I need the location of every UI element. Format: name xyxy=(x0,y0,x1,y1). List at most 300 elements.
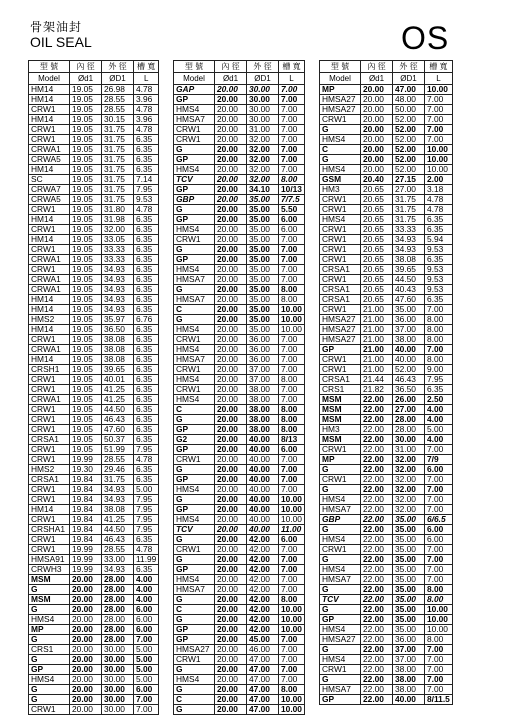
cell-outer-diameter: 31.75 xyxy=(102,475,134,485)
cell-model: G xyxy=(29,685,70,695)
table-row xyxy=(174,145,305,155)
cell-outer-diameter: 35.00 xyxy=(393,545,425,555)
cell-inner-diameter: 20.00 xyxy=(215,275,247,285)
cell-width: 6.35 xyxy=(134,325,159,335)
cell-width: 5.00 xyxy=(134,655,159,665)
cell-outer-diameter: 35.00 xyxy=(247,235,279,245)
table-row xyxy=(29,565,159,575)
cell-model: CRW1 xyxy=(174,135,215,145)
table-row xyxy=(320,115,453,125)
cell-model: CRWA1 xyxy=(29,285,70,295)
cell-model: G xyxy=(320,125,361,135)
cell-model: GAP xyxy=(174,85,215,95)
table-row xyxy=(29,545,159,555)
table-row xyxy=(174,345,305,355)
spec-table-1 xyxy=(28,60,159,715)
cell-outer-diameter: 42.00 xyxy=(247,575,279,585)
cell-width: 10.00 xyxy=(425,605,453,615)
cell-inner-diameter: 20.00 xyxy=(215,555,247,565)
cell-model: MP xyxy=(320,455,361,465)
table-row xyxy=(29,515,159,525)
table-row xyxy=(320,255,453,265)
cell-width: 7.00 xyxy=(425,115,453,125)
cell-outer-diameter: 31.98 xyxy=(102,215,134,225)
table-row xyxy=(29,155,159,165)
table-row xyxy=(320,325,453,335)
cell-inner-diameter: 22.00 xyxy=(361,635,393,645)
column-header-inner-diameter: 內 徑 xyxy=(70,61,102,73)
table-row xyxy=(29,575,159,585)
cell-outer-diameter: 28.00 xyxy=(393,415,425,425)
column-header-model: 型 號 xyxy=(29,61,70,73)
cell-width: 6.00 xyxy=(134,625,159,635)
cell-outer-diameter: 30.00 xyxy=(102,685,134,695)
cell-outer-diameter: 33.33 xyxy=(102,245,134,255)
cell-inner-diameter: 20.00 xyxy=(215,205,247,215)
cell-outer-diameter: 38.00 xyxy=(247,405,279,415)
cell-width: 4.00 xyxy=(425,405,453,415)
table-row xyxy=(29,435,159,445)
cell-outer-diameter: 38.00 xyxy=(247,425,279,435)
cell-outer-diameter: 40.43 xyxy=(393,285,425,295)
cell-inner-diameter: 20.00 xyxy=(215,435,247,445)
cell-model: HM14 xyxy=(29,235,70,245)
table-row xyxy=(29,695,159,705)
table-header-zh-row xyxy=(320,61,453,73)
table-row xyxy=(29,305,159,315)
cell-inner-diameter: 19.05 xyxy=(70,125,102,135)
cell-model: G xyxy=(320,465,361,475)
cell-outer-diameter: 33.33 xyxy=(102,255,134,265)
cell-outer-diameter: 47.60 xyxy=(102,425,134,435)
cell-inner-diameter: 19.05 xyxy=(70,335,102,345)
cell-outer-diameter: 40.00 xyxy=(393,355,425,365)
cell-width: 7.00 xyxy=(425,665,453,675)
cell-outer-diameter: 35.00 xyxy=(393,525,425,535)
table-row xyxy=(29,275,159,285)
cell-model: HMSA27 xyxy=(320,335,361,345)
cell-inner-diameter: 20.00 xyxy=(215,545,247,555)
cell-outer-diameter: 52.00 xyxy=(393,365,425,375)
cell-outer-diameter: 32.00 xyxy=(393,455,425,465)
table-row xyxy=(320,85,453,95)
cell-width: 8.00 xyxy=(279,415,305,425)
table-row xyxy=(320,215,453,225)
cell-model: CRWA5 xyxy=(29,195,70,205)
table-row xyxy=(320,365,453,375)
table-row xyxy=(29,145,159,155)
cell-model: HMS4 xyxy=(174,575,215,585)
cell-model: CRS1 xyxy=(320,385,361,395)
cell-model: G xyxy=(174,705,215,715)
cell-width: 7.00 xyxy=(425,685,453,695)
cell-width: 6.00 xyxy=(279,225,305,235)
column-subheader-inner-diameter: Ød1 xyxy=(361,73,393,85)
cell-model: HM14 xyxy=(29,115,70,125)
cell-model: CRW1 xyxy=(174,655,215,665)
cell-inner-diameter: 19.05 xyxy=(70,355,102,365)
cell-outer-diameter: 40.00 xyxy=(393,695,425,705)
cell-outer-diameter: 32.00 xyxy=(247,165,279,175)
table-row xyxy=(29,315,159,325)
table-row xyxy=(174,445,305,455)
cell-inner-diameter: 22.00 xyxy=(361,645,393,655)
cell-width: 10.00 xyxy=(425,625,453,635)
cell-width: 6.35 xyxy=(134,365,159,375)
table-row xyxy=(29,295,159,305)
cell-outer-diameter: 47.00 xyxy=(247,665,279,675)
cell-width: 6.35 xyxy=(425,295,453,305)
cell-model: GP xyxy=(174,185,215,195)
table-row xyxy=(174,325,305,335)
cell-inner-diameter: 19.99 xyxy=(70,565,102,575)
cell-inner-diameter: 20.65 xyxy=(361,255,393,265)
cell-model: HMSA7 xyxy=(174,585,215,595)
cell-inner-diameter: 20.00 xyxy=(215,85,247,95)
cell-width: 9.53 xyxy=(425,275,453,285)
table-row xyxy=(320,515,453,525)
table-row xyxy=(320,645,453,655)
cell-width: 5.50 xyxy=(279,205,305,215)
table-header-zh-row xyxy=(174,61,305,73)
cell-model: CRW1 xyxy=(320,245,361,255)
table-row xyxy=(29,245,159,255)
cell-inner-diameter: 19.05 xyxy=(70,345,102,355)
cell-width: 4.00 xyxy=(425,415,453,425)
table-row xyxy=(320,195,453,205)
cell-inner-diameter: 22.00 xyxy=(361,685,393,695)
cell-model: G xyxy=(174,685,215,695)
table-row xyxy=(174,315,305,325)
cell-width: 7.00 xyxy=(279,385,305,395)
cell-width: 6.35 xyxy=(134,405,159,415)
cell-model: GP xyxy=(174,635,215,645)
cell-width: 6.35 xyxy=(134,285,159,295)
table-row xyxy=(174,515,305,525)
cell-width: 7.00 xyxy=(279,565,305,575)
table-row xyxy=(29,105,159,115)
cell-outer-diameter: 31.75 xyxy=(102,155,134,165)
cell-inner-diameter: 22.00 xyxy=(361,485,393,495)
cell-outer-diameter: 35.00 xyxy=(393,605,425,615)
cell-model: G xyxy=(174,415,215,425)
cell-outer-diameter: 38.00 xyxy=(393,335,425,345)
cell-model: CRW1 xyxy=(29,125,70,135)
cell-width: 10.00 xyxy=(279,325,305,335)
cell-outer-diameter: 46.43 xyxy=(102,535,134,545)
table-row xyxy=(29,185,159,195)
cell-model: CRW1 xyxy=(29,265,70,275)
cell-width: 7.00 xyxy=(425,675,453,685)
cell-width: 5.00 xyxy=(134,675,159,685)
cell-outer-diameter: 38.08 xyxy=(102,505,134,515)
table-row xyxy=(320,245,453,255)
cell-model: CRW1 xyxy=(174,335,215,345)
cell-inner-diameter: 19.05 xyxy=(70,315,102,325)
cell-outer-diameter: 30.00 xyxy=(247,115,279,125)
cell-model: CRW1 xyxy=(29,135,70,145)
cell-width: 5.94 xyxy=(425,235,453,245)
cell-model: HM14 xyxy=(29,355,70,365)
cell-outer-diameter: 31.75 xyxy=(102,185,134,195)
cell-inner-diameter: 19.84 xyxy=(70,525,102,535)
cell-width: 6.35 xyxy=(134,435,159,445)
cell-model: GP xyxy=(174,505,215,515)
cell-model: CRW1 xyxy=(320,275,361,285)
cell-width: 6.00 xyxy=(425,465,453,475)
table-row xyxy=(29,325,159,335)
cell-model: CRW1 xyxy=(320,255,361,265)
cell-width: 6.00 xyxy=(279,215,305,225)
cell-width: 6.00 xyxy=(279,535,305,545)
cell-width: 7.00 xyxy=(425,555,453,565)
cell-inner-diameter: 20.00 xyxy=(215,235,247,245)
column-subheader-width: L xyxy=(279,73,305,85)
cell-width: 6.35 xyxy=(134,395,159,405)
cell-outer-diameter: 42.00 xyxy=(247,615,279,625)
table-row xyxy=(174,285,305,295)
cell-model: HMS4 xyxy=(29,675,70,685)
cell-width: 10.00 xyxy=(279,315,305,325)
cell-width: 7.00 xyxy=(279,545,305,555)
cell-outer-diameter: 28.00 xyxy=(102,615,134,625)
cell-outer-diameter: 47.00 xyxy=(247,685,279,695)
cell-model: HMS4 xyxy=(174,345,215,355)
cell-model: HM14 xyxy=(29,305,70,315)
cell-inner-diameter: 20.00 xyxy=(215,465,247,475)
cell-width: 10/13 xyxy=(279,185,305,195)
table-row xyxy=(320,635,453,645)
table-row xyxy=(29,85,159,95)
table-row xyxy=(29,685,159,695)
cell-width: 7.00 xyxy=(279,155,305,165)
column-subheader-width: L xyxy=(134,73,159,85)
cell-outer-diameter: 40.00 xyxy=(247,485,279,495)
cell-width: 7.00 xyxy=(425,575,453,585)
cell-model: CRW1 xyxy=(320,445,361,455)
cell-inner-diameter: 20.00 xyxy=(215,135,247,145)
cell-outer-diameter: 36.50 xyxy=(393,385,425,395)
table-row xyxy=(320,695,453,705)
cell-model: G xyxy=(174,665,215,675)
cell-model: CRW1 xyxy=(29,415,70,425)
cell-inner-diameter: 20.65 xyxy=(361,235,393,245)
cell-outer-diameter: 37.00 xyxy=(393,645,425,655)
cell-inner-diameter: 19.05 xyxy=(70,415,102,425)
cell-inner-diameter: 22.00 xyxy=(361,405,393,415)
table-row xyxy=(29,475,159,485)
table-row xyxy=(29,405,159,415)
cell-inner-diameter: 20.00 xyxy=(70,685,102,695)
cell-width: 4.78 xyxy=(134,205,159,215)
cell-outer-diameter: 30.00 xyxy=(102,695,134,705)
cell-width: 7.95 xyxy=(134,185,159,195)
cell-width: 4.00 xyxy=(425,435,453,445)
cell-width: 6.35 xyxy=(425,225,453,235)
cell-width: 4.78 xyxy=(134,455,159,465)
cell-inner-diameter: 19.05 xyxy=(70,165,102,175)
cell-inner-diameter: 20.00 xyxy=(361,155,393,165)
table-body xyxy=(29,85,159,715)
table-row xyxy=(174,395,305,405)
table-row xyxy=(320,315,453,325)
cell-model: CRW1 xyxy=(29,225,70,235)
cell-width: 7.00 xyxy=(279,105,305,115)
table-row xyxy=(320,475,453,485)
cell-width: 6.35 xyxy=(134,335,159,345)
cell-width: 7.00 xyxy=(279,475,305,485)
cell-inner-diameter: 20.65 xyxy=(361,195,393,205)
table-row xyxy=(320,425,453,435)
cell-width: 6.35 xyxy=(134,425,159,435)
cell-model: HM3 xyxy=(320,425,361,435)
cell-width: 7.00 xyxy=(279,255,305,265)
cell-outer-diameter: 31.00 xyxy=(247,125,279,135)
cell-inner-diameter: 20.00 xyxy=(215,705,247,715)
cell-model: GSM xyxy=(320,175,361,185)
cell-outer-diameter: 32.00 xyxy=(393,505,425,515)
cell-inner-diameter: 19.05 xyxy=(70,445,102,455)
cell-inner-diameter: 19.05 xyxy=(70,235,102,245)
table-row xyxy=(320,185,453,195)
cell-inner-diameter: 20.00 xyxy=(70,665,102,675)
cell-inner-diameter: 19.05 xyxy=(70,245,102,255)
cell-model: CRWA1 xyxy=(29,395,70,405)
cell-inner-diameter: 19.05 xyxy=(70,425,102,435)
cell-width: 7.00 xyxy=(425,645,453,655)
table-row xyxy=(174,585,305,595)
cell-outer-diameter: 31.75 xyxy=(102,195,134,205)
cell-outer-diameter: 34.93 xyxy=(102,295,134,305)
cell-outer-diameter: 28.00 xyxy=(102,635,134,645)
column-subheader-outer-diameter: ØD1 xyxy=(393,73,425,85)
table-row xyxy=(29,425,159,435)
table-row xyxy=(29,255,159,265)
cell-inner-diameter: 20.00 xyxy=(215,585,247,595)
cell-width: 3.18 xyxy=(425,185,453,195)
cell-width: 7.00 xyxy=(279,125,305,135)
table-row xyxy=(320,655,453,665)
cell-outer-diameter: 28.00 xyxy=(393,425,425,435)
cell-model: HMS4 xyxy=(320,165,361,175)
table-row xyxy=(320,565,453,575)
cell-model: TCV xyxy=(174,525,215,535)
cell-model: CRW1 xyxy=(29,245,70,255)
cell-inner-diameter: 19.05 xyxy=(70,385,102,395)
cell-model: HMSA7 xyxy=(174,355,215,365)
cell-inner-diameter: 22.00 xyxy=(361,695,393,705)
cell-outer-diameter: 34.93 xyxy=(102,565,134,575)
cell-model: CRW1 xyxy=(320,115,361,125)
page-title-chinese: 骨架油封 xyxy=(30,20,83,34)
table-row xyxy=(174,335,305,345)
table-row xyxy=(29,495,159,505)
cell-width: 6.35 xyxy=(134,275,159,285)
cell-width: 8.00 xyxy=(279,285,305,295)
table-row xyxy=(320,625,453,635)
cell-width: 6.35 xyxy=(134,295,159,305)
cell-width: 7.00 xyxy=(279,355,305,365)
cell-model: GBP xyxy=(174,195,215,205)
cell-inner-diameter: 22.00 xyxy=(361,595,393,605)
table-body xyxy=(320,85,453,705)
cell-width: 6.35 xyxy=(134,465,159,475)
cell-inner-diameter: 22.00 xyxy=(361,575,393,585)
cell-model: HM14 xyxy=(29,215,70,225)
table-row xyxy=(174,365,305,375)
cell-width: 8.00 xyxy=(279,425,305,435)
cell-width: 7.95 xyxy=(425,375,453,385)
cell-model: CRW1 xyxy=(174,455,215,465)
table-row xyxy=(174,175,305,185)
cell-inner-diameter: 20.00 xyxy=(70,595,102,605)
cell-model: HMS4 xyxy=(174,485,215,495)
cell-inner-diameter: 19.84 xyxy=(70,495,102,505)
cell-model: CRW1 xyxy=(29,495,70,505)
cell-model: G xyxy=(29,695,70,705)
table-row xyxy=(174,495,305,505)
cell-outer-diameter: 35.00 xyxy=(247,225,279,235)
table-row xyxy=(174,215,305,225)
cell-model: G xyxy=(29,655,70,665)
cell-inner-diameter: 20.65 xyxy=(361,265,393,275)
cell-inner-diameter: 22.00 xyxy=(361,615,393,625)
table-row xyxy=(320,355,453,365)
cell-width: 6.35 xyxy=(134,535,159,545)
cell-inner-diameter: 20.65 xyxy=(361,185,393,195)
table-row xyxy=(29,415,159,425)
table-row xyxy=(320,105,453,115)
cell-width: 8.00 xyxy=(279,405,305,415)
cell-inner-diameter: 22.00 xyxy=(361,585,393,595)
cell-outer-diameter: 42.00 xyxy=(247,545,279,555)
cell-model: HMS4 xyxy=(174,165,215,175)
cell-inner-diameter: 22.00 xyxy=(361,425,393,435)
cell-outer-diameter: 28.55 xyxy=(102,105,134,115)
cell-outer-diameter: 35.00 xyxy=(247,315,279,325)
cell-model: MSM xyxy=(29,575,70,585)
cell-outer-diameter: 52.00 xyxy=(393,135,425,145)
cell-outer-diameter: 28.55 xyxy=(102,95,134,105)
cell-outer-diameter: 31.75 xyxy=(393,205,425,215)
cell-outer-diameter: 52.00 xyxy=(393,165,425,175)
table-row xyxy=(174,185,305,195)
cell-width: 8.00 xyxy=(425,315,453,325)
table-row xyxy=(174,595,305,605)
cell-inner-diameter: 20.00 xyxy=(215,385,247,395)
cell-model: CRSHA1 xyxy=(29,525,70,535)
cell-inner-diameter: 19.84 xyxy=(70,535,102,545)
cell-width: 4.78 xyxy=(134,105,159,115)
cell-width: 5.00 xyxy=(134,645,159,655)
cell-model: HMSA7 xyxy=(174,275,215,285)
table-row xyxy=(29,135,159,145)
cell-model: CRSA1 xyxy=(320,265,361,275)
table-row xyxy=(174,465,305,475)
cell-inner-diameter: 19.05 xyxy=(70,215,102,225)
cell-width: 11.00 xyxy=(279,525,305,535)
cell-width: 6.35 xyxy=(134,255,159,265)
table-row xyxy=(174,655,305,665)
cell-model: G xyxy=(174,535,215,545)
column-header-width: 槽 寬 xyxy=(425,61,453,73)
table-row xyxy=(320,225,453,235)
cell-width: 7.95 xyxy=(134,505,159,515)
cell-outer-diameter: 27.00 xyxy=(393,405,425,415)
cell-width: 7.00 xyxy=(134,695,159,705)
cell-outer-diameter: 35.00 xyxy=(247,215,279,225)
cell-inner-diameter: 20.00 xyxy=(361,95,393,105)
